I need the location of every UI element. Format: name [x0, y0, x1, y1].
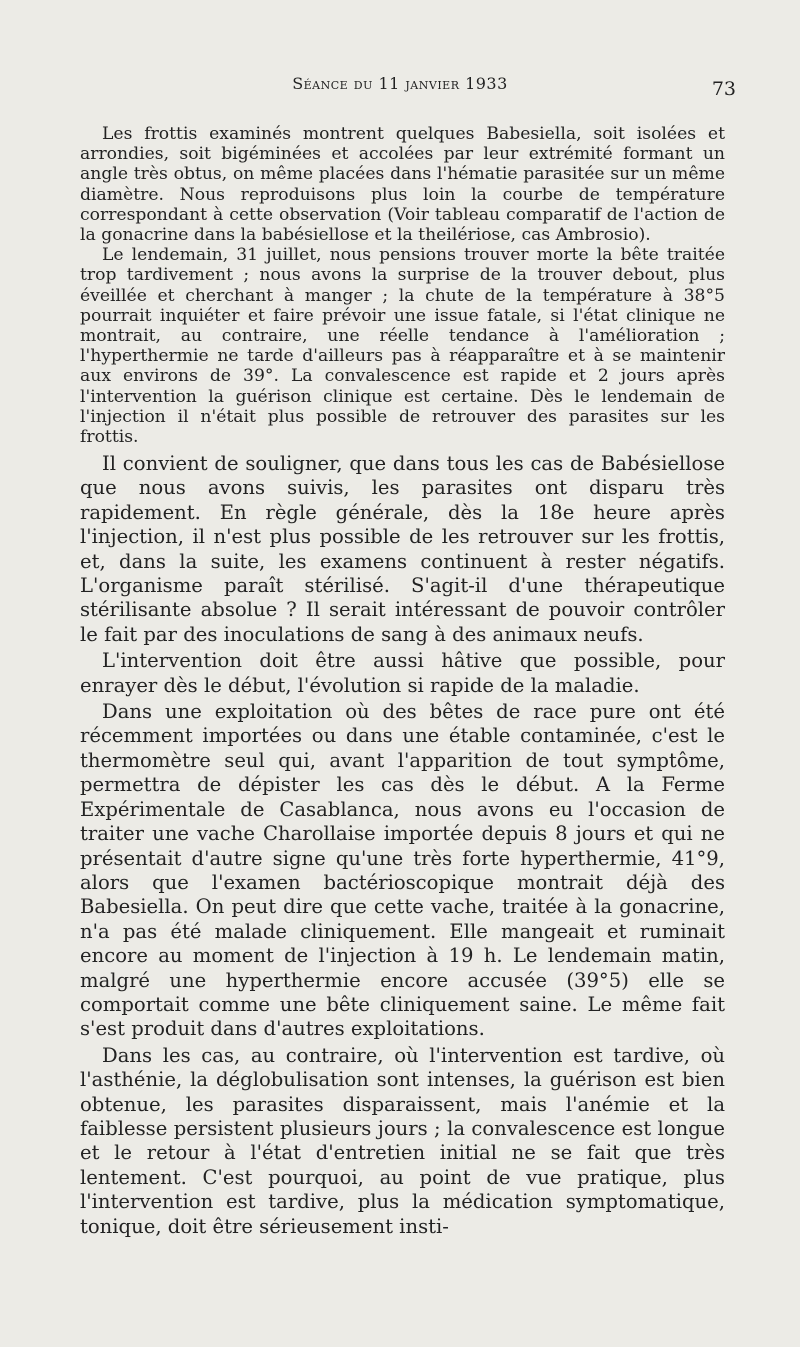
running-head: Séance du 11 janvier 1933: [292, 74, 508, 93]
page-header: [0, 74, 800, 104]
note-paragraph-1: Les frottis examinés montrent quelques Babesiella, soit isolées et arrondies, soit bigéminées et accolées par leur extrémité formant un angle très obtus, on même placées dans l'hématie parasitée sur un même diamètre. Nous reproduisons plus loin la courbe de température correspondant à cette observation (Voir tableau comparatif de l'action de la gonacrine dans la babésiellose et la theilériose, cas Ambrosio).: [80, 124, 725, 246]
note-paragraph-2: Le lendemain, 31 juillet, nous pensions trouver morte la bête traitée trop tardivement ; nous avons la surprise de la trouver debout, plus éveillée et cherchant à manger ; la chute de la température à 38°5 pourrait inquiéter et faire prévoir une issue fatale, si l'état clinique ne montrait, au contraire, une réelle tendance à l'amélioration ; l'hyperthermie ne tarde d'ailleurs pas à réapparaître et à se maintenir aux environs de 39°. La convalescence est rapide et 2 jours après l'intervention la guérison clinique est certaine. Dès le lendemain de l'injection il n'était plus possible de retrouver des parasites sur les frottis.: [80, 245, 725, 448]
main-paragraph-2: L'intervention doit être aussi hâtive que possible, pour enrayer dès le début, l'évolution si rapide de la maladie.: [80, 649, 725, 697]
main-paragraph-4: Dans les cas, au contraire, où l'intervention est tardive, où l'asthénie, la déglobulisation sont intenses, la guérison est bien obtenue, les parasites disparaissent, mais l'anémie et la faiblesse persistent plusieurs jours ; la convalescence est longue et le retour à l'état d'entretien initial ne se fait que très lentement. C'est pourquoi, au point de vue pratique, plus l'intervention est tardive, plus la médication symptomatique, tonique, doit être sérieusement insti-: [80, 1043, 725, 1238]
small-print-observation: [80, 124, 725, 447]
main-text: [80, 452, 725, 1239]
page-number: 73: [711, 78, 736, 100]
main-paragraph-3: Dans une exploitation où des bêtes de race pure ont été récemment importées ou dans une étable contaminée, c'est le thermomètre seul qui, avant l'apparition de tout symptôme, permettra de dépister les cas dès le début. A la Ferme Expérimentale de Casablanca, nous avons eu l'occasion de traiter une vache Charollaise importée depuis 8 jours et qui ne présentait d'autre signe qu'une très forte hyperthermie, 41°9, alors que l'examen bactérioscopique montrait déjà des Babesiella. On peut dire que cette vache, traitée à la gonacrine, n'a pas été malade cliniquement. Elle mangeait et ruminait encore au moment de l'injection à 19 h. Le lendemain matin, malgré une hyperthermie encore accusée (39°5) elle se comportait comme une bête cliniquement saine. Le même fait s'est produit dans d'autres exploitations.: [80, 700, 725, 1041]
main-paragraph-1: Il convient de souligner, que dans tous les cas de Babésiellose que nous avons suivis, les parasites ont disparu très rapidement. En règle générale, dès la 18e heure après l'injection, il n'est plus possible de les retrouver sur les frottis, et, dans la suite, les examens continuent à rester négatifs. L'organisme paraît stérilisé. S'agit-il d'une thérapeutique stérilisante absolue ? Il serait intéressant de pouvoir contrôler le fait par des inoculations de sang à des animaux neufs.: [80, 452, 725, 646]
